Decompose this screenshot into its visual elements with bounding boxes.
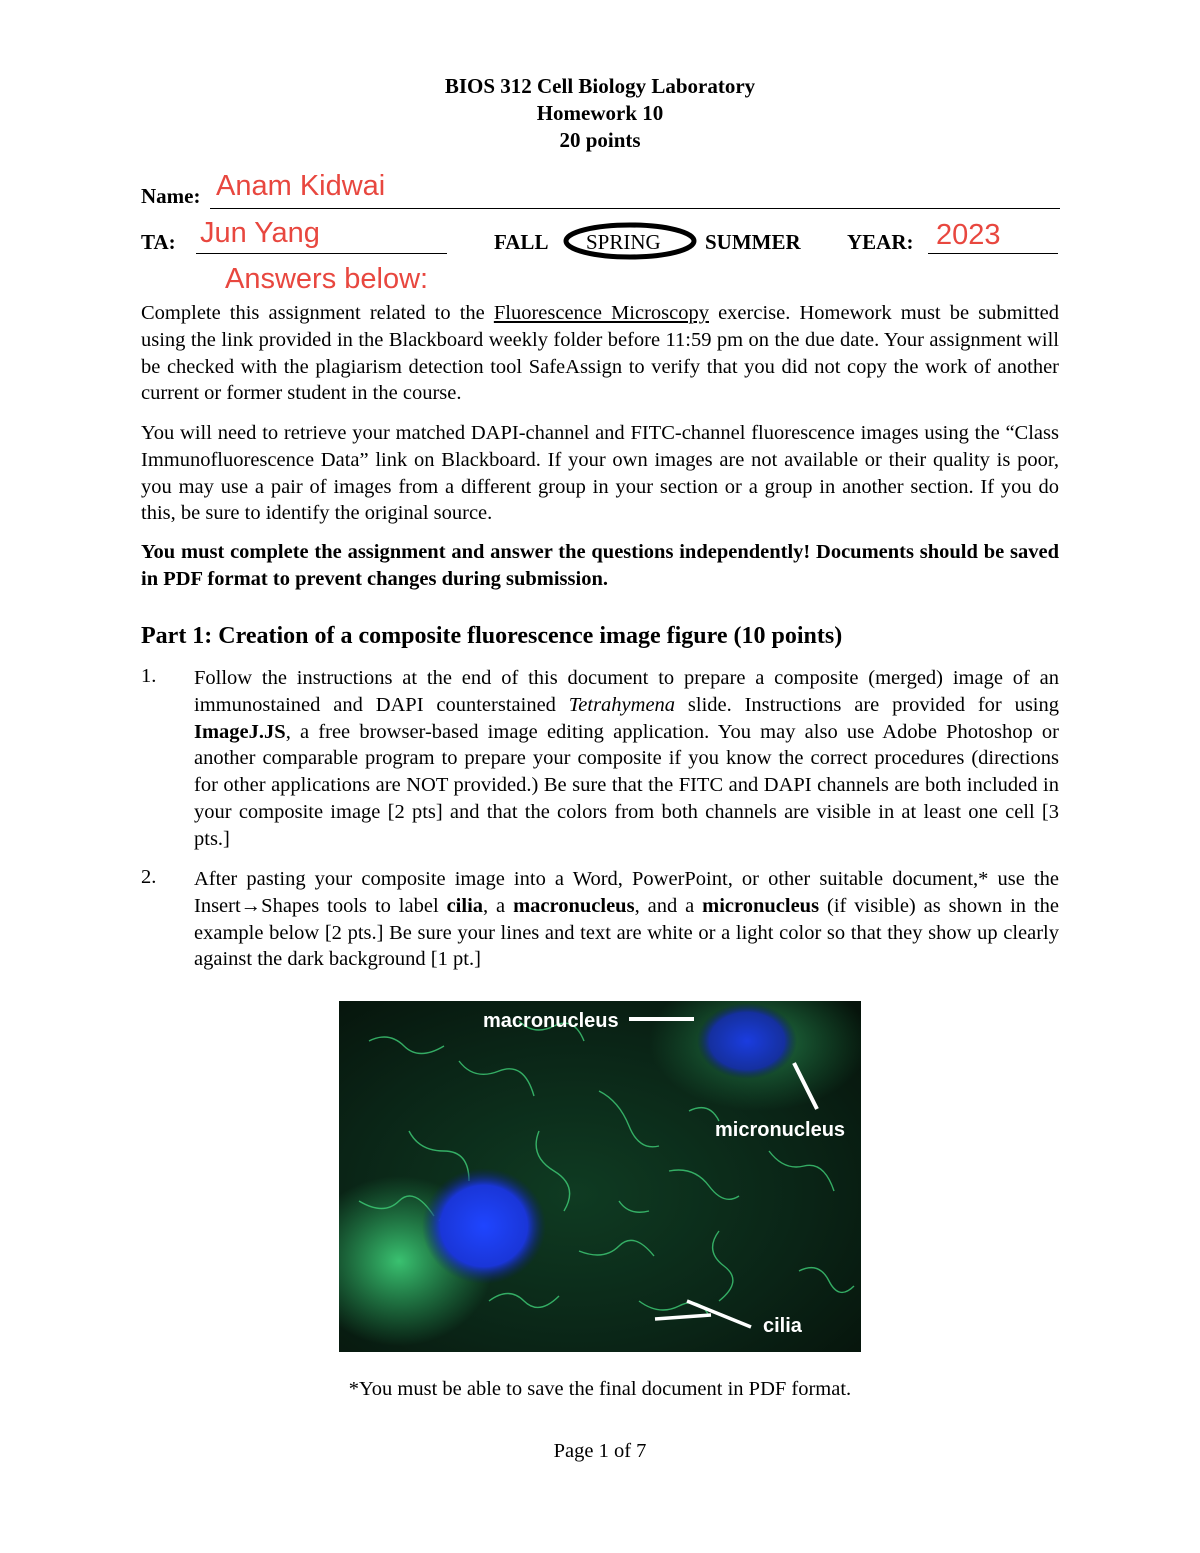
macronucleus-label: macronucleus — [483, 1010, 619, 1032]
year-label: YEAR: — [847, 230, 914, 254]
item-1-text: Follow the instructions at the end of this document to prepare a composite (merged) image of an immunostained and DAPI counterstained Tetrahymena slide. Instructions are provided for using ImageJ.JS, a free browser-based image editing application. You may also use Adobe Photoshop or another comparable program to prepare your composite if you know the correct procedures (directions for other applications are NOT provided.) Be sure that the FITC and DAPI channels are both included in your composite image [2 pts] and that the colors from both channels are visible in at least one cell [3 pts.] — [194, 667, 1059, 850]
intro-paragraph-1: Complete this assignment related to the Fluorescence Microscopy exercise. Homework must be submitted using the link provided in the Blackboard weekly folder before 11:59 pm on the due date. Your assignment will be checked with the plagiarism detection tool SafeAssign to verify that you did not copy the work of another current or former student in the course. — [141, 302, 1060, 405]
page-number: Page 1 of 7 — [553, 1440, 647, 1462]
term-spring: SPRING — [586, 230, 661, 254]
ta-value[interactable]: Jun Yang — [200, 217, 320, 249]
term-summer: SUMMER — [705, 230, 801, 254]
answers-note: Answers below: — [225, 263, 429, 295]
item-2-number: 2. — [141, 866, 157, 888]
name-value[interactable]: Anam Kidwai — [216, 170, 386, 202]
footnote: *You must be able to save the final document in PDF format. — [348, 1378, 852, 1400]
item-2-text: After pasting your composite image into a Word, PowerPoint, or other suitable document,* use the Insert→Shapes tools to label cilia, a macronucleus, and a micronucleus (if visible) as shown in the example below [2 pts.] Be sure your lines and text are white or a light color so that they show up clearly against the dark background [1 pt.] — [194, 868, 1060, 971]
intro-paragraph-2: You will need to retrieve your matched DAPI-channel and FITC-channel fluorescence images using the “Class Immunofluorescence Data” link on Blackboard. If your own images are not available or their quality is poor, you may use a pair of images from a different group in your section or a group in another section. If you do this, be sure to identify the original source. — [141, 422, 1059, 525]
macronucleus-lower — [422, 1168, 546, 1284]
ta-underline — [196, 253, 447, 254]
cilia-label: cilia — [763, 1315, 802, 1337]
item-1-number: 1. — [141, 665, 157, 687]
part1-heading: Part 1: Creation of a composite fluorescence image figure (10 points) — [141, 623, 843, 649]
course-title: BIOS 312 Cell Biology Laboratory — [444, 74, 756, 98]
spring-circle — [562, 222, 698, 260]
composite-fluorescence-figure — [339, 1001, 861, 1352]
year-underline — [928, 253, 1058, 254]
fluorescence-microscopy-link[interactable]: Fluorescence Microscopy — [493, 302, 709, 324]
name-underline — [210, 208, 1060, 209]
intro-paragraph-3: You must complete the assignment and answer the questions independently! Documents should be saved in PDF format to prevent changes during submission. — [141, 541, 1059, 590]
term-fall: FALL — [494, 230, 549, 254]
assignment-title: Homework 10 — [536, 101, 664, 125]
year-value[interactable]: 2023 — [936, 219, 1001, 251]
micronucleus-label: micronucleus — [715, 1119, 846, 1141]
name-label: Name: — [141, 184, 201, 208]
ta-label: TA: — [141, 230, 176, 254]
points-total: 20 points — [559, 128, 641, 152]
macronucleus-upper — [697, 1003, 797, 1079]
